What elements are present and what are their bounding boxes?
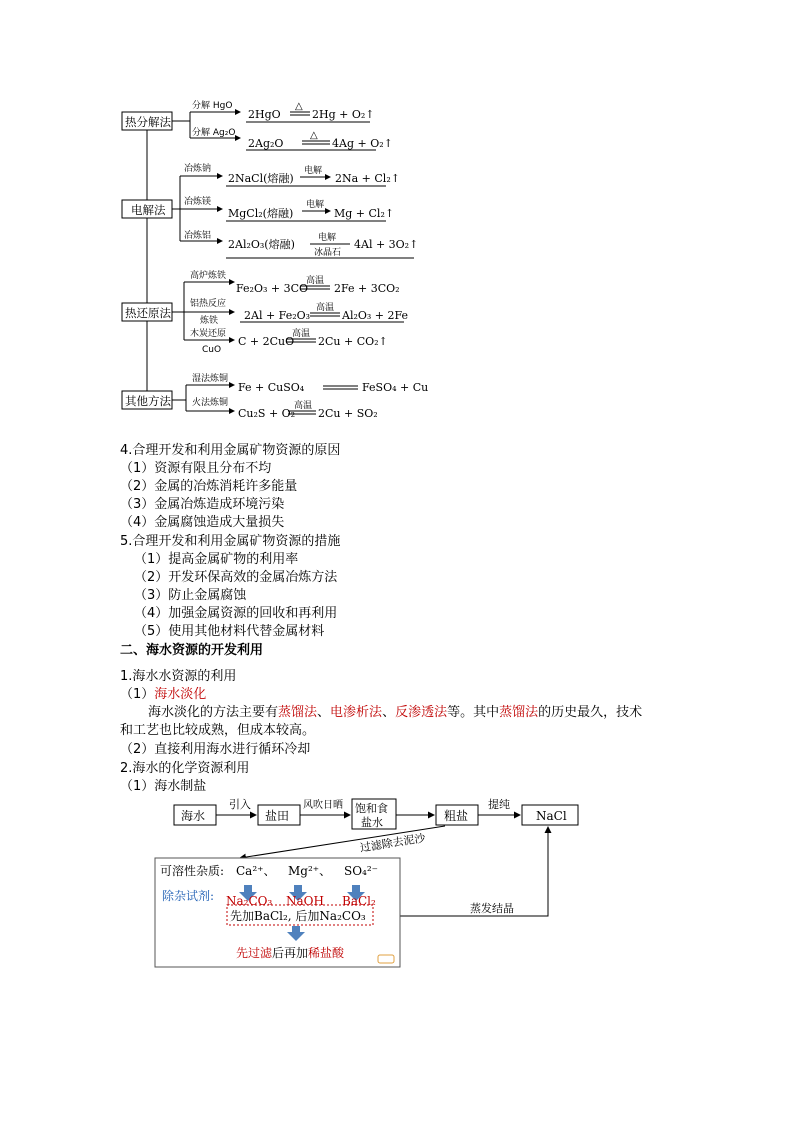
equation-left: 2HgO <box>248 108 281 121</box>
equation-condition: 电解 <box>304 166 323 176</box>
paragraph-line: 和工艺也比较成熟，但成本较高。 <box>120 723 316 738</box>
ion-sulfate: SO₄²⁻ <box>344 864 379 878</box>
equation-condition: △ <box>310 130 318 141</box>
desalination-title: 海水淡化 <box>154 687 207 702</box>
cat-thermal-decomposition: 热分解法 <box>125 115 171 129</box>
diagram-shape: 后再加 <box>272 946 309 960</box>
equation-condition: 高温 <box>292 329 311 339</box>
equation-left: MgCl₂(熔融) <box>228 207 294 220</box>
equation-condition: 电解 <box>306 200 325 210</box>
reagent-order: 先加BaCl₂, 后加Na₂CO₃ <box>230 909 366 923</box>
diagram-shape: 稀盐酸 <box>308 946 345 960</box>
reagent-sodium-hydroxide: NaOH <box>286 894 324 908</box>
equation-right: 4Ag + O₂↑ <box>332 137 393 150</box>
equation-right: Mg + Cl₂↑ <box>334 207 395 220</box>
method-reverse-osmosis: 反渗透法 <box>395 705 448 720</box>
list-item: （3）金属冶炼造成环境污染 <box>120 497 285 512</box>
text-span: 等。其中 <box>447 705 500 720</box>
ion-calcium: Ca²⁺、 <box>236 864 276 878</box>
subheading: 1.海水水资源的利用 <box>120 669 237 684</box>
list-item: （2）直接利用海水进行循环冷却 <box>120 742 311 757</box>
list-item: （1）提高金属矿物的利用率 <box>134 552 299 567</box>
list-item: （3）防止金属腐蚀 <box>134 588 247 603</box>
equation-right: Al₂O₃ + 2Fe <box>342 309 409 322</box>
equation-right: 4Al + 3O₂↑ <box>354 238 419 251</box>
list-item: （2）金属的冶炼消耗许多能量 <box>120 479 298 494</box>
branch-label-secondary: CuO <box>202 345 222 355</box>
label-nacl: NaCl <box>536 809 567 823</box>
text-span: 的历史最久，技术 <box>538 705 643 720</box>
equation-condition: △ <box>295 101 303 112</box>
arrow-label-filter: 过滤除去泥沙 <box>359 831 427 855</box>
label-salt-field: 盐田 <box>265 809 290 823</box>
equation-left: Cu₂S + O₂ <box>238 407 296 420</box>
final-step <box>236 945 345 960</box>
branch-label: 分解 HgO <box>192 101 233 111</box>
equation-right: 2Na + Cl₂↑ <box>335 172 400 185</box>
equation-right: 2Fe + 3CO₂ <box>334 282 400 295</box>
text-span: 、 <box>317 705 331 720</box>
list-item: （1）资源有限且分布不均 <box>120 461 272 476</box>
branch-label: 冶炼钠 <box>184 164 212 174</box>
branch-label: 高炉炼铁 <box>190 271 227 281</box>
branch-label: 铝热反应 <box>190 299 227 309</box>
list-item: （4）加强金属资源的回收和再利用 <box>134 606 338 621</box>
ion-magnesium: Mg²⁺、 <box>288 864 332 878</box>
branch-label: 分解 Ag₂O <box>192 128 236 138</box>
equation-left: Fe + CuSO₄ <box>238 381 305 394</box>
heading-reasons: 4.合理开发和利用金属矿物资源的原因 <box>120 443 341 458</box>
arrow-label-purify: 提纯 <box>488 798 510 811</box>
equation-condition: 高温 <box>294 401 313 411</box>
method-distillation: 蒸馏法 <box>499 705 539 720</box>
branch-label-secondary: 炼铁 <box>200 316 219 326</box>
cat-other-methods: 其他方法 <box>125 394 171 408</box>
label-crude-salt: 粗盐 <box>444 809 469 823</box>
list-prefix: （1） <box>120 687 155 702</box>
equation-right: FeSO₄ + Cu <box>362 381 429 394</box>
branch-label: 冶炼镁 <box>184 197 212 207</box>
paragraph-line <box>148 704 642 722</box>
arrow-label-evaporate: 蒸发结晶 <box>470 902 514 915</box>
subheading-desalination <box>120 686 206 704</box>
sea-salt-flowchart <box>0 795 793 975</box>
heading-measures: 5.合理开发和利用金属矿物资源的措施 <box>120 534 341 549</box>
text-span: 海水淡化的方法主要有 <box>148 705 279 720</box>
cat-electrolysis: 电解法 <box>131 203 166 217</box>
equation-condition: 高温 <box>306 276 325 286</box>
branch-label: 湿法炼铜 <box>192 374 229 384</box>
equation-right: 2Hg + O₂↑ <box>312 108 375 121</box>
branch-label: 冶炼铝 <box>184 231 212 241</box>
equation-condition-catalyst: 冰晶石 <box>314 248 342 258</box>
diagram-shape: 先过滤 <box>236 946 273 960</box>
cat-thermal-reduction: 热还原法 <box>125 306 171 320</box>
equation-left: 2NaCl(熔融) <box>228 172 294 185</box>
list-item: （1）海水制盐 <box>120 779 207 794</box>
equation-left: 2Al₂O₃(熔融) <box>228 238 295 251</box>
label-brine-line1: 饱和食 <box>355 802 388 815</box>
arrow-label-introduce: 引入 <box>229 798 251 811</box>
list-item: （5）使用其他材料代替金属材料 <box>134 624 325 639</box>
subheading: 2.海水的化学资源利用 <box>120 761 250 776</box>
reagent-barium-chloride: BaCl₂ <box>342 894 376 908</box>
equation-right: 2Cu + CO₂↑ <box>318 335 388 348</box>
label-reagents: 除杂试剂: <box>162 889 215 903</box>
label-seawater: 海水 <box>181 809 206 823</box>
equation-right: 2Cu + SO₂ <box>318 407 378 420</box>
method-distillation: 蒸馏法 <box>278 705 318 720</box>
method-electrodialysis: 电渗析法 <box>330 705 383 720</box>
equation-left: C + 2CuO <box>238 335 295 348</box>
equation-left: Fe₂O₃ + 3CO <box>236 282 309 295</box>
label-impurities: 可溶性杂质: <box>160 864 225 878</box>
text-span: 、 <box>382 705 396 720</box>
equation-left: 2Al + Fe₂O₃ <box>244 309 311 322</box>
reagent-sodium-carbonate: Na₂CO₃ <box>226 894 273 908</box>
section-heading: 二、海水资源的开发利用 <box>120 643 264 658</box>
branch-label: 火法炼铜 <box>192 398 229 408</box>
label-brine-line2: 盐水 <box>361 816 383 829</box>
list-item: （2）开发环保高效的金属冶炼方法 <box>134 570 338 585</box>
list-item: （4）金属腐蚀造成大量损失 <box>120 515 285 530</box>
equation-condition: 高温 <box>316 303 335 313</box>
equation-left: 2Ag₂O <box>248 137 284 150</box>
arrow-label-sun-wind: 风吹日晒 <box>303 800 343 811</box>
equation-condition: 电解 <box>318 233 337 243</box>
smelting-methods-diagram <box>0 0 793 430</box>
branch-label: 木炭还原 <box>190 329 227 339</box>
